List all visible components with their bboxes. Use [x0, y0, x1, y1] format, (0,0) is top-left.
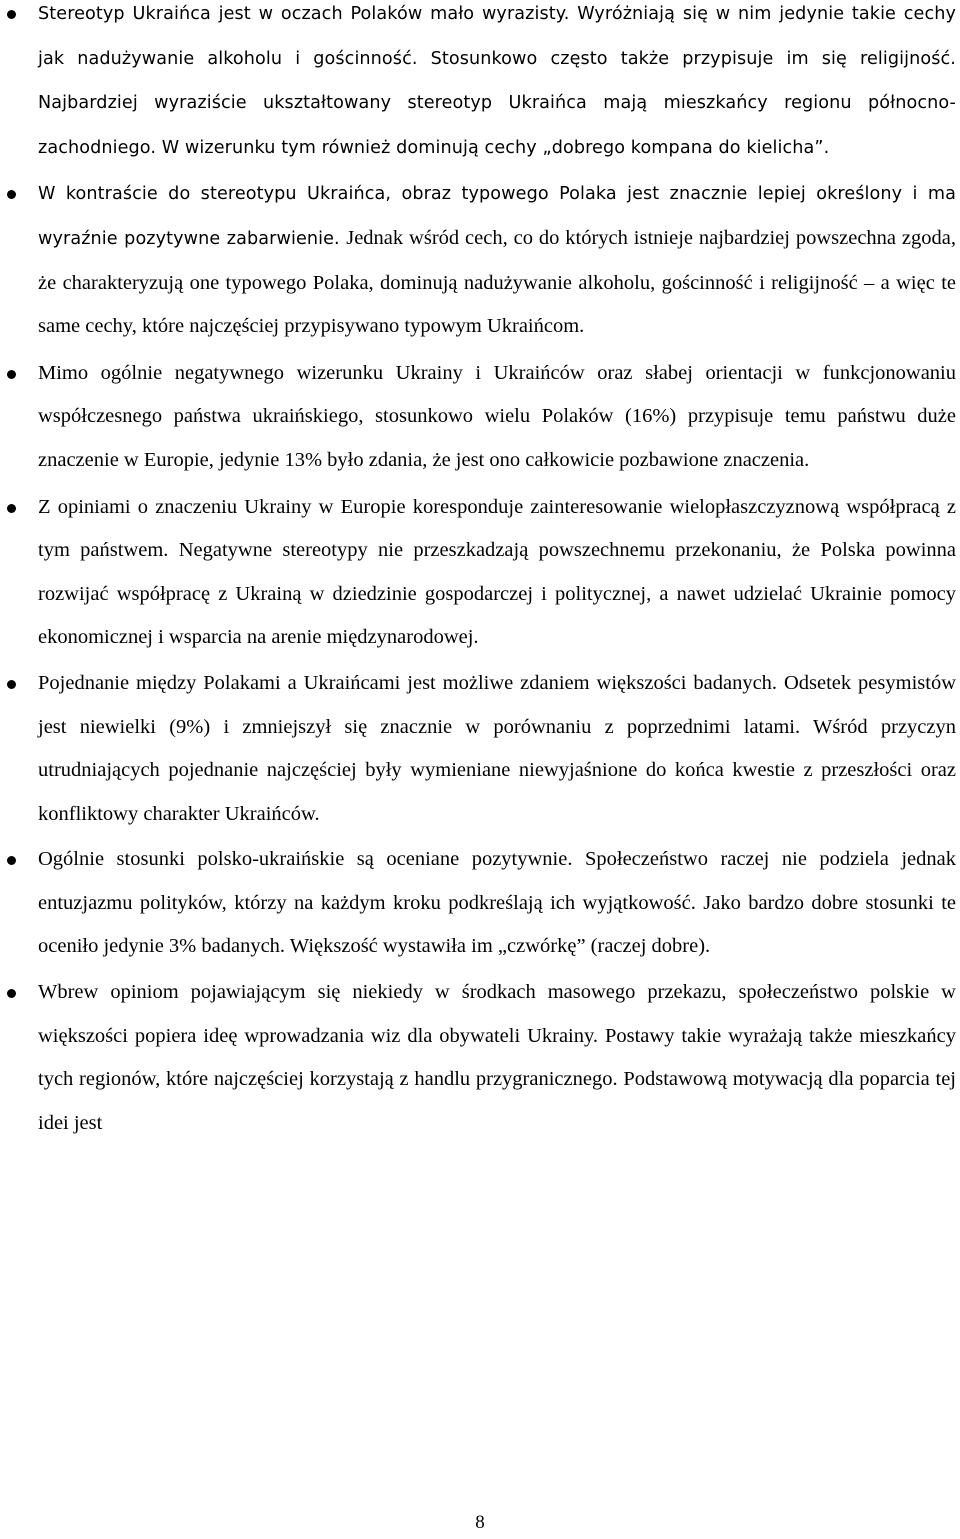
text-run: Pojednanie między Polakami a Ukraińcami jest możliwe zdaniem większości badanych. Odsetek pesymistów jest niewielki (9%) i zmniejszył się znacznie w porównaniu z poprzednimi latami. Wśród przyczyn utrudniających pojednanie najczęściej były wymieniane niewyjaśnione do końca kwestie z przeszłości oraz konfliktowy charakter Ukraińców. — [38, 671, 956, 825]
bullet-icon — [7, 504, 16, 513]
bullet-icon — [7, 989, 16, 998]
text-run: Mimo ogólnie negatywnego wizerunku Ukrainy i Ukraińców oraz słabej orientacji w funkcjonowaniu współczesnego państwa ukraińskiego, stosunkowo wielu Polaków (16%) przypisuje temu państwu duże znaczenie w Europie, jedynie 13% było zdania, że jest ono całkowicie pozbawione znaczenia. — [38, 361, 956, 471]
paragraph-text — [38, 0, 956, 170]
bullet-item — [38, 662, 956, 836]
text-run: Z opiniami o znaczeniu Ukrainy w Europie koresponduje zainteresowanie wielopłaszczyznową współpracą z tym państwem. Negatywne stereotypy nie przeszkadzają powszechnemu przekonaniu, że Polska powinna rozwijać współpracę z Ukrainą w dziedzinie gospodarczej i politycznej, a nawet udzielać Ukrainie pomocy ekonomicznej i wsparcia na arenie międzynarodowej. — [38, 495, 956, 649]
bullet-icon — [7, 190, 16, 199]
paragraph-text — [38, 971, 956, 1145]
paragraph-text — [38, 838, 956, 969]
paragraph-text — [38, 172, 956, 348]
paragraph-text — [38, 352, 956, 483]
bullet-icon — [7, 10, 16, 19]
bullet-item — [38, 971, 956, 1145]
text-run: Jednak wśród cech, co do których istnieje najbardziej powszechna zgoda, że charakteryzują one typowego Polaka, dominują nadużywanie alkoholu, gościnność i religijność – a więc te same cechy, które najczęściej przypisywano typowym Ukraińcom. — [38, 226, 956, 338]
paragraph-text — [38, 486, 956, 660]
bullet-icon — [7, 370, 16, 379]
text-run: W kontraście do stereotypu Ukraińca, obraz typowego Polaka jest znacznie lepiej określony i ma wyraźnie pozytywne zabarwienie. — [38, 184, 956, 249]
bullet-item — [38, 486, 956, 660]
bullet-item — [38, 0, 956, 170]
paragraph-text — [38, 662, 956, 836]
text-run: Stereotyp Ukraińca jest w oczach Polaków mało wyrazisty. Wyróżniają się w nim jedynie takie cechy jak nadużywanie alkoholu i gościnność. Stosunkowo często także przypisuje im się religijność. Najbardziej wyraziście ukształtowany stereotyp Ukraińca mają mieszkańcy regionu północno-zachodniego. W wizerunku tym również dominują cechy „dobrego kompana do kielicha”. — [38, 4, 956, 158]
bullet-list — [38, 0, 956, 1139]
bullet-icon — [7, 856, 16, 865]
bullet-item — [38, 838, 956, 969]
bullet-icon — [7, 680, 16, 689]
bullet-item — [38, 352, 956, 483]
page-number: 8 — [475, 1512, 485, 1533]
text-run: Ogólnie stosunki polsko-ukraińskie są oceniane pozytywnie. Społeczeństwo raczej nie podziela jednak entuzjazmu polityków, którzy na każdym kroku podkreślają ich wyjątkowość. Jako bardzo dobre stosunki te oceniło jedynie 3% badanych. Większość wystawiła im „czwórkę” (raczej dobre). — [38, 848, 956, 958]
text-run: Wbrew opiniom pojawiającym się niekiedy w środkach masowego przekazu, społeczeństwo polskie w większości popiera ideę wprowadzania wiz dla obywateli Ukrainy. Postawy takie wyrażają także mieszkańcy tych regionów, które najczęściej korzystają z handlu przygranicznego. Podstawową motywacją dla poparcia tej idei jest — [38, 981, 956, 1134]
bullet-item — [38, 172, 956, 348]
